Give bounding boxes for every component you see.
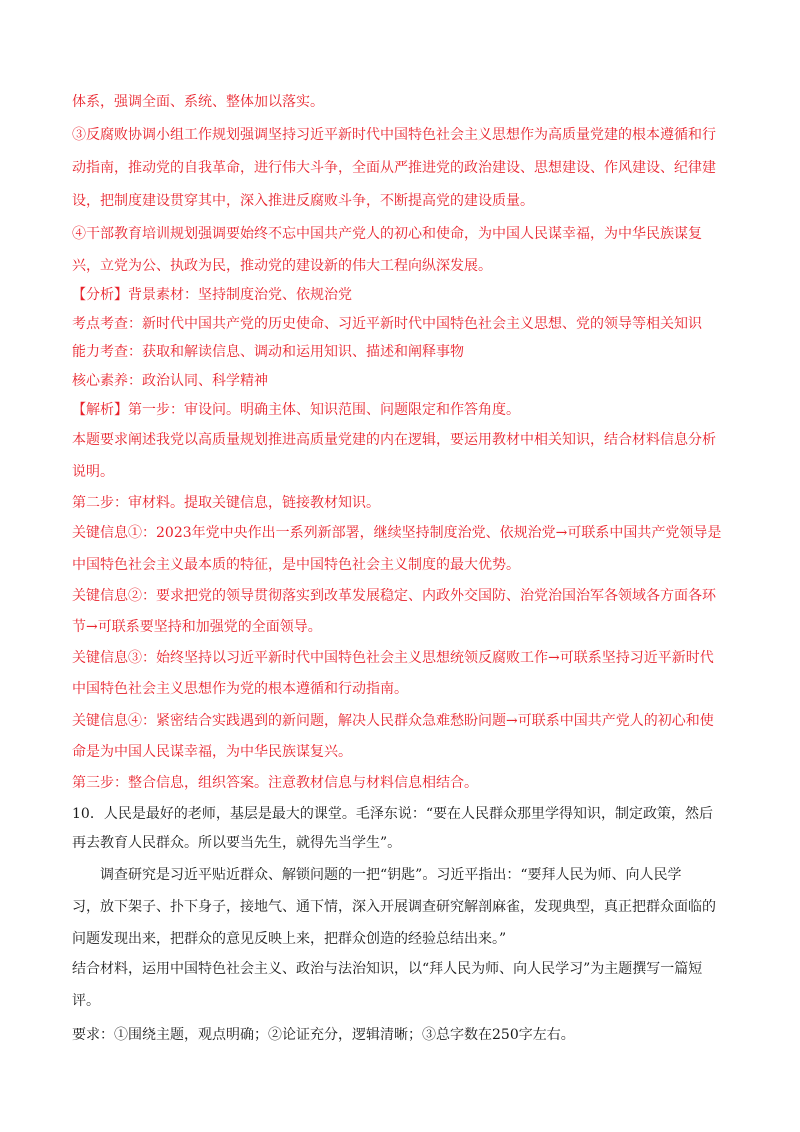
question-line: 习，放下架子、扑下身子，接地气、通下情，深入开展调查研究解剖麻雀，发现典型，真正把群众面临的 [72,899,716,915]
analysis-line: 考点考查：新时代中国共产党的历史使命、习近平新时代中国特色社会主义思想、党的领导等相关知识 [72,316,702,332]
question-requirements: 要求：①围绕主题，观点明确；②论证充分，逻辑清晰；③总字数在250字左右。 [72,1027,575,1043]
analysis-line: ④干部教育培训规划强调要始终不忘中国共产党人的初心和使命，为中国人民谋幸福，为中华民族谋复 [72,226,702,242]
analysis-line: 关键信息②：要求把党的领导贯彻落实到改革发展稳定、内政外交国防、治党治国治军各领域各方面各环 [72,588,716,604]
question-line: 结合材料，运用中国特色社会主义、政治与法治知识，以“拜人民为师、向人民学习”为主题撰写一篇短 [72,961,703,977]
analysis-line: 第二步：审材料。提取关键信息，链接教材知识。 [72,495,380,511]
solution-heading: 【解析】第一步：审设问。明确主体、知识范围、问题限定和作答角度。 [72,402,520,418]
analysis-line: 节→可联系要坚持和加强党的全面领导。 [72,619,322,635]
analysis-line: 关键信息③：始终坚持以习近平新时代中国特色社会主义思想统领反腐败工作→可联系坚持习近平新时代 [72,650,714,666]
analysis-line: 关键信息④：紧密结合实践遇到的新问题，解决人民群众急难愁盼问题→可联系中国共产党人的初心和使 [72,713,714,729]
analysis-line: 本题要求阐述我党以高质量规划推进高质量党建的内在逻辑，要运用教材中相关知识，结合材料信息分析 [72,432,716,448]
analysis-line: 第三步：整合信息，组织答案。注意教材信息与材料信息相结合。 [72,775,478,791]
analysis-line: 关键信息①：2023年党中央作出一系列新部署，继续坚持制度治党、依规治党→可联系中国共产党领导是 [72,525,722,541]
analysis-line: 兴，立党为公、执政为民，推动党的建设新的伟大工程向纵深发展。 [72,258,492,274]
analysis-line: 体系，强调全面、系统、整体加以落实。 [72,94,324,110]
analysis-line: 命是为中国人民谋幸福，为中华民族谋复兴。 [72,744,352,760]
analysis-line: 说明。 [72,464,114,480]
analysis-heading: 【分析】背景素材：坚持制度治党、依规治党 [72,287,352,303]
analysis-line: 能力考查：获取和解读信息、调动和运用知识、描述和阐释事物 [72,344,464,360]
analysis-line: 中国特色社会主义最本质的特征，是中国特色社会主义制度的最大优势。 [72,557,520,573]
analysis-line: 设，把制度建设贯穿其中，深入推进反腐败斗争，不断提高党的建设质量。 [72,193,534,209]
analysis-line: 动指南，推动党的自我革命，进行伟大斗争，全面从严推进党的政治建设、思想建设、作风建设、纪律建 [72,160,716,176]
analysis-line: 中国特色社会主义思想作为党的根本遵循和行动指南。 [72,681,408,697]
analysis-line: ③反腐败协调小组工作规划强调坚持习近平新时代中国特色社会主义思想作为高质量党建的根本遵循和行 [72,127,716,143]
question-line: 调查研究是习近平贴近群众、解锁问题的一把“钥匙”。习近平指出：“要拜人民为师、向人民学 [100,867,682,883]
analysis-line: 核心素养：政治认同、科学精神 [72,373,268,389]
question-line: 10．人民是最好的老师，基层是最大的课堂。毛泽东说：“要在人民群众那里学得知识，制定政策，然后 [72,806,713,822]
question-line: 评。 [72,993,100,1009]
question-line: 问题发现出来，把群众的意见反映上来，把群众创造的经验总结出来。” [72,931,507,947]
question-line: 再去教育人民群众。所以要当先生，就得先当学生”。 [72,835,402,851]
